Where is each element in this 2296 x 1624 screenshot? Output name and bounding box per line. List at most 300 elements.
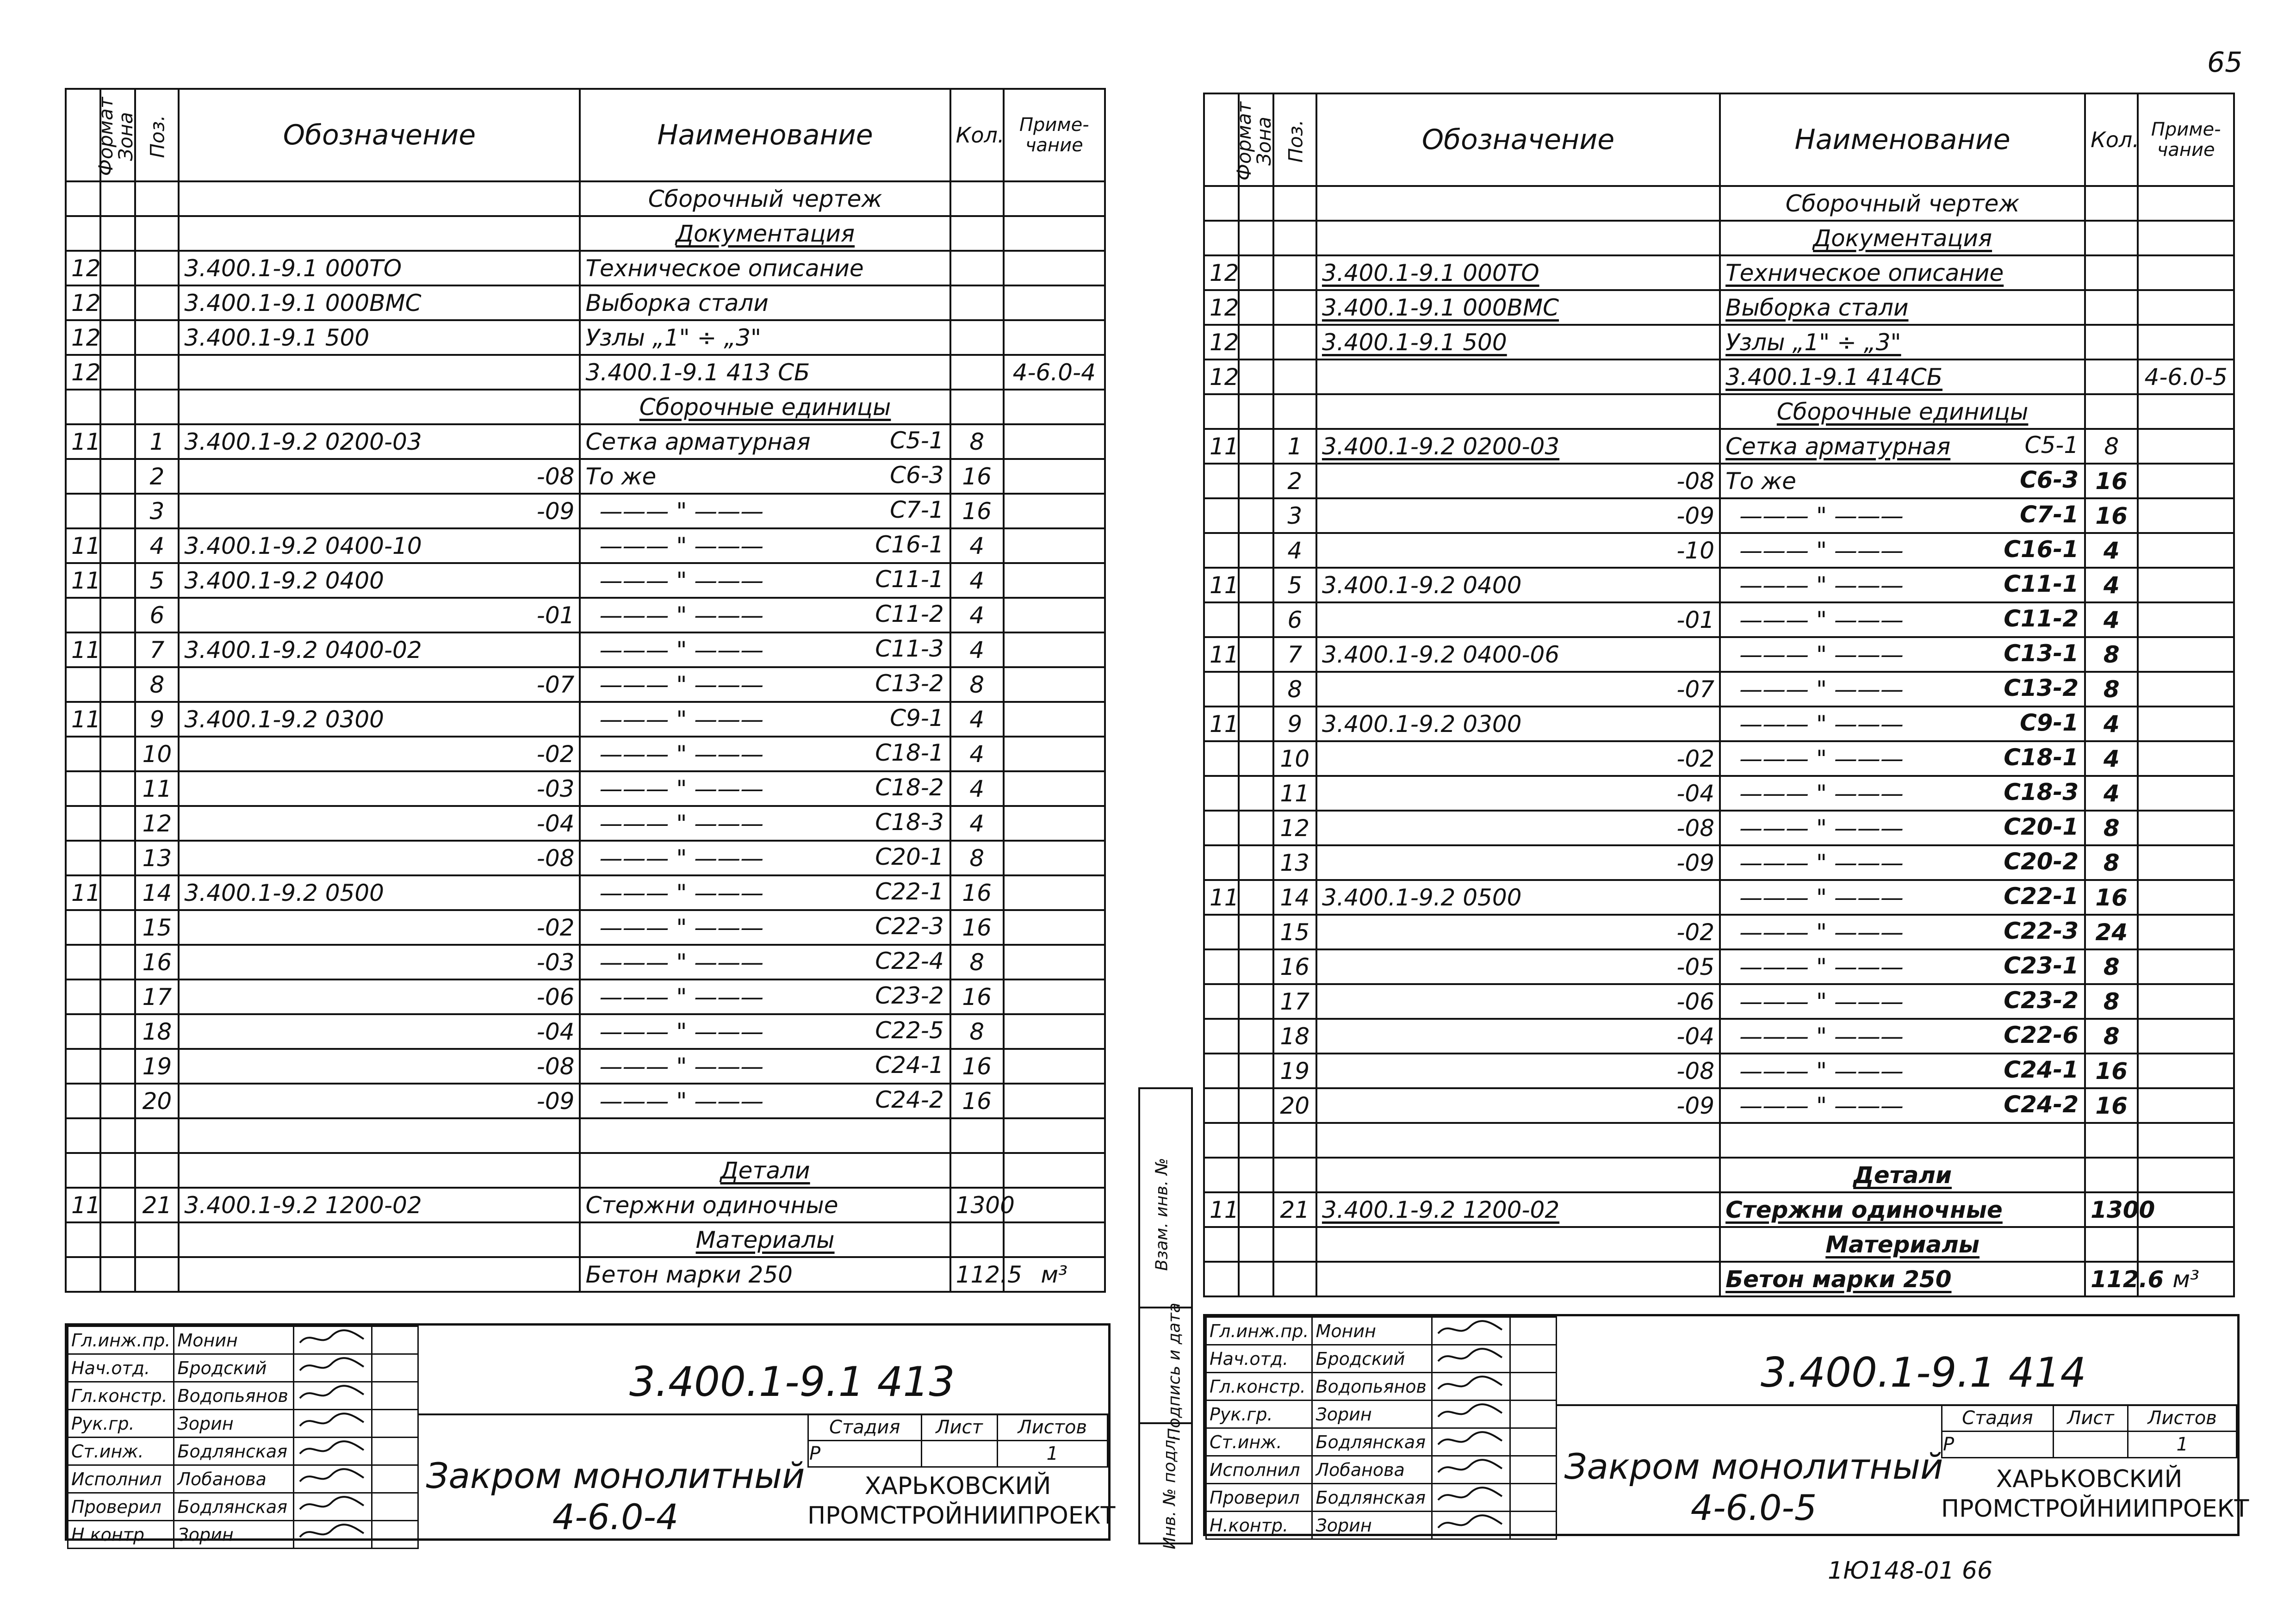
- signature-mark: [294, 1354, 372, 1382]
- row-mark: С11-3: [875, 635, 944, 662]
- row-designation: -09: [1316, 845, 1720, 880]
- row-name: [580, 1084, 950, 1118]
- row-name-text: ——— " ———: [599, 1087, 764, 1115]
- row-name: [580, 251, 950, 285]
- spec-row: [66, 1222, 1105, 1257]
- row-name: [1720, 880, 2085, 915]
- stage-value: Р: [1942, 1432, 2054, 1458]
- row-qty: 16: [2085, 498, 2138, 533]
- row-note: [1004, 1084, 1105, 1118]
- row-designation: -09: [1316, 1088, 1720, 1123]
- row-qty: [2085, 360, 2138, 394]
- row-designation: [179, 390, 580, 424]
- row-name: [1720, 533, 2085, 568]
- spec-sheet-right: [1203, 93, 2249, 1536]
- row-note: [2138, 1227, 2234, 1262]
- row-qty: [2085, 1227, 2138, 1262]
- row-name-text: Узлы „1" ÷ „3": [1725, 329, 1901, 356]
- row-qty: 1300: [2085, 1192, 2138, 1227]
- row-pos: 8: [1273, 672, 1316, 707]
- spec-row: [66, 702, 1105, 737]
- row-qty: 4: [950, 702, 1004, 737]
- row-name: [580, 320, 950, 355]
- row-qty: 8: [2085, 429, 2138, 464]
- handwritten-signature-icon: [1435, 1401, 1505, 1423]
- row-pos: [1273, 290, 1316, 325]
- row-note: м³: [1004, 1257, 1105, 1292]
- row-format: [1204, 845, 1239, 880]
- spec-row: [1204, 707, 2234, 741]
- spec-row: [1204, 325, 2234, 360]
- row-designation: [1316, 1158, 1720, 1192]
- row-mark: С7-1: [890, 496, 944, 523]
- row-zone: [100, 1014, 135, 1049]
- row-mark: С11-2: [2004, 605, 2079, 632]
- signature-row: [68, 1493, 418, 1521]
- strip-inv-label: Инв. № подл.: [1160, 1434, 1179, 1550]
- signature-mark: [1432, 1345, 1510, 1373]
- row-qty: [2085, 1158, 2138, 1192]
- header-zone: Зона: [1239, 93, 1273, 186]
- spec-row: [1204, 464, 2234, 498]
- row-format: [66, 979, 100, 1014]
- signature-role: Исполнил: [1206, 1456, 1312, 1484]
- row-name: [1720, 290, 2085, 325]
- date-cell: [1510, 1373, 1557, 1401]
- row-designation: -10: [1316, 533, 1720, 568]
- spec-row: [66, 251, 1105, 285]
- date-cell: [1510, 1456, 1557, 1484]
- row-name-text: Сборочный чертеж: [648, 185, 882, 212]
- row-designation: [1316, 1123, 1720, 1158]
- signature-mark: [294, 1438, 372, 1465]
- row-zone: [1239, 1227, 1273, 1262]
- row-note: 4-6.0-4: [1004, 355, 1105, 390]
- row-note: [1004, 424, 1105, 459]
- org-line2: ПРОМСТРОЙНИИПРОЕКТ: [807, 1502, 1116, 1530]
- row-designation: -08: [179, 841, 580, 875]
- row-name-text: ——— " ———: [599, 879, 764, 906]
- row-zone: [1239, 672, 1273, 707]
- signature-role: Рук.гр.: [1206, 1401, 1312, 1428]
- spec-row: [66, 945, 1105, 979]
- row-designation: 3.400.1-9.2 0400-02: [179, 632, 580, 667]
- row-designation: -05: [1316, 949, 1720, 984]
- row-name-text: ——— " ———: [599, 636, 764, 663]
- signature-mark: [294, 1521, 372, 1549]
- row-name: [1720, 186, 2085, 221]
- spec-row: [66, 285, 1105, 320]
- row-zone: [100, 841, 135, 875]
- row-designation: -06: [1316, 984, 1720, 1019]
- row-note: [2138, 1054, 2234, 1088]
- row-format: [1204, 1227, 1239, 1262]
- row-name-text: ——— " ———: [599, 567, 764, 594]
- row-format: [1204, 1158, 1239, 1192]
- row-note: [2138, 776, 2234, 811]
- row-note: [1004, 1118, 1105, 1153]
- row-qty: 4: [950, 528, 1004, 563]
- row-zone: [1239, 221, 1273, 255]
- signature-person: Монин: [174, 1326, 294, 1354]
- row-qty: [950, 355, 1004, 390]
- row-format: [1204, 1123, 1239, 1158]
- row-name-text: Детали: [720, 1157, 810, 1184]
- header-note: Приме-чание: [2138, 93, 2234, 186]
- spec-row: [1204, 1054, 2234, 1088]
- row-note: [2138, 186, 2234, 221]
- row-format: 11: [1204, 568, 1239, 602]
- row-qty: 4: [2085, 602, 2138, 637]
- row-name-text: Выборка стали: [1725, 294, 1909, 321]
- row-name: [1720, 1227, 2085, 1262]
- row-qty: 16: [2085, 880, 2138, 915]
- row-mark: С13-1: [2004, 640, 2079, 667]
- row-format: [1204, 811, 1239, 845]
- row-designation: 3.400.1-9.1 000ТО: [1316, 255, 1720, 290]
- row-format: [66, 598, 100, 632]
- row-note: [1004, 216, 1105, 251]
- date-cell: [372, 1382, 418, 1410]
- row-qty: 4: [2085, 776, 2138, 811]
- row-name-text: Бетон марки 250: [1725, 1265, 1952, 1293]
- row-qty: [2085, 255, 2138, 290]
- row-mark: С13-2: [875, 670, 944, 697]
- row-name-text: ——— " ———: [599, 1018, 764, 1045]
- row-format: [66, 1084, 100, 1118]
- row-note: [1004, 875, 1105, 910]
- row-name-text: ——— " ———: [599, 844, 764, 872]
- row-zone: [1239, 811, 1273, 845]
- row-qty: 4: [950, 771, 1004, 806]
- handwritten-signature-icon: [297, 1494, 366, 1516]
- row-designation: 3.400.1-9.1 000ВМС: [1316, 290, 1720, 325]
- row-pos: [135, 181, 179, 216]
- spec-row: [1204, 949, 2234, 984]
- sheet-value: [921, 1441, 997, 1467]
- row-pos: 18: [1273, 1019, 1316, 1054]
- date-cell: [372, 1354, 418, 1382]
- row-name-text: Документация: [676, 220, 855, 247]
- approval-strip: [1138, 1087, 1193, 1550]
- handwritten-signature-icon: [1435, 1457, 1505, 1479]
- organization: [807, 1471, 1116, 1531]
- row-name-text: То же: [1725, 467, 1796, 495]
- signature-role: Гл.констр.: [68, 1382, 174, 1410]
- row-designation: [1316, 221, 1720, 255]
- spec-row: [1204, 221, 2234, 255]
- row-name: [1720, 741, 2085, 776]
- signature-row: [1206, 1345, 1557, 1373]
- row-pos: 4: [135, 528, 179, 563]
- signature-person: Лобанова: [1312, 1456, 1432, 1484]
- row-qty: [950, 1222, 1004, 1257]
- row-note: [1004, 320, 1105, 355]
- row-designation: 3.400.1-9.2 0300: [179, 702, 580, 737]
- row-mark: С5-1: [890, 427, 944, 454]
- row-name: [580, 875, 950, 910]
- row-zone: [100, 459, 135, 494]
- row-note: [2138, 602, 2234, 637]
- spec-row: [1204, 811, 2234, 845]
- row-note: [2138, 1123, 2234, 1158]
- row-name: [1720, 707, 2085, 741]
- row-zone: [100, 737, 135, 771]
- row-name-text: Детали: [1853, 1161, 1952, 1189]
- handwritten-signature-icon: [1435, 1373, 1505, 1395]
- spec-row: [1204, 498, 2234, 533]
- signature-person: Водопьянов: [1312, 1373, 1432, 1401]
- row-name: [580, 1153, 950, 1188]
- row-note: [2138, 533, 2234, 568]
- row-name: [580, 841, 950, 875]
- row-note: [2138, 637, 2234, 672]
- row-designation: -02: [179, 910, 580, 945]
- row-pos: [135, 1153, 179, 1188]
- row-format: 11: [66, 424, 100, 459]
- row-name: [1720, 984, 2085, 1019]
- sheets-label: Листов: [997, 1414, 1107, 1441]
- row-name: [1720, 464, 2085, 498]
- row-qty: 1300: [950, 1188, 1004, 1222]
- signature-row: [68, 1410, 418, 1438]
- row-format: 11: [1204, 880, 1239, 915]
- row-designation: -01: [179, 598, 580, 632]
- row-format: 12: [66, 285, 100, 320]
- row-pos: 15: [135, 910, 179, 945]
- row-name-text: ——— " ———: [1739, 849, 1904, 876]
- spec-row: [66, 632, 1105, 667]
- row-name: [1720, 1192, 2085, 1227]
- row-name: [1720, 1158, 2085, 1192]
- row-pos: [135, 1118, 179, 1153]
- row-note: [1004, 1222, 1105, 1257]
- row-mark: С23-1: [2004, 952, 2079, 979]
- row-designation: -01: [1316, 602, 1720, 637]
- row-pos: 17: [135, 979, 179, 1014]
- row-qty: 8: [2085, 672, 2138, 707]
- row-name: [580, 910, 950, 945]
- row-note: [2138, 221, 2234, 255]
- row-note: [2138, 394, 2234, 429]
- row-designation: 3.400.1-9.1 500: [179, 320, 580, 355]
- row-mark: С11-1: [2004, 570, 2079, 597]
- row-pos: [1273, 186, 1316, 221]
- signature-mark: [1432, 1456, 1510, 1484]
- row-format: [1204, 1262, 1239, 1296]
- row-qty: 4: [950, 563, 1004, 598]
- row-name: [1720, 360, 2085, 394]
- signature-person: Бодлянская: [174, 1438, 294, 1465]
- row-name-text: ——— " ———: [599, 706, 764, 733]
- spec-row: [1204, 776, 2234, 811]
- row-qty: 4: [950, 737, 1004, 771]
- row-designation: 3.400.1-9.2 0200-03: [179, 424, 580, 459]
- row-mark: С13-2: [2004, 675, 2079, 701]
- header-row: [66, 89, 1105, 181]
- row-qty: [2085, 394, 2138, 429]
- row-pos: 9: [1273, 707, 1316, 741]
- row-zone: [100, 598, 135, 632]
- row-pos: 14: [1273, 880, 1316, 915]
- row-name: [1720, 498, 2085, 533]
- organization: [1941, 1464, 2249, 1524]
- row-mark: С18-3: [2004, 779, 2079, 806]
- row-pos: 11: [135, 771, 179, 806]
- row-designation: 3.400.1-9.2 0500: [1316, 880, 1720, 915]
- row-mark: С6-3: [890, 462, 944, 489]
- row-format: [1204, 1019, 1239, 1054]
- signature-role: Гл.инж.пр.: [1206, 1317, 1312, 1345]
- row-name: [1720, 221, 2085, 255]
- header-designation: Обозначение: [1316, 93, 1720, 186]
- row-name: [1720, 672, 2085, 707]
- row-pos: 20: [1273, 1088, 1316, 1123]
- row-zone: [1239, 602, 1273, 637]
- row-designation: 3.400.1-9.2 0200-03: [1316, 429, 1720, 464]
- row-designation: [1316, 1262, 1720, 1296]
- row-qty: [950, 1153, 1004, 1188]
- signature-row: [1206, 1512, 1557, 1539]
- row-designation: 3.400.1-9.2 0400-06: [1316, 637, 1720, 672]
- row-pos: [1273, 1158, 1316, 1192]
- row-zone: [1239, 325, 1273, 360]
- row-zone: [1239, 1019, 1273, 1054]
- row-qty: 16: [950, 979, 1004, 1014]
- header-qty: Кол.: [950, 89, 1004, 181]
- row-qty: 8: [2085, 949, 2138, 984]
- signature-mark: [1432, 1317, 1510, 1345]
- org-line1: ХАРЬКОВСКИЙ: [1996, 1465, 2183, 1493]
- row-mark: С18-2: [875, 774, 944, 801]
- row-mark: С9-1: [890, 705, 944, 731]
- row-name-text: ——— " ———: [1739, 988, 1904, 1015]
- row-format: 12: [1204, 290, 1239, 325]
- sheets-value: 1: [2128, 1432, 2237, 1458]
- spec-table-right: [1203, 93, 2235, 1297]
- header-format: Формат: [66, 89, 100, 181]
- row-pos: 21: [1273, 1192, 1316, 1227]
- signature-role: Проверил: [68, 1493, 174, 1521]
- row-designation: -07: [179, 667, 580, 702]
- date-cell: [1510, 1317, 1557, 1345]
- row-designation: [179, 216, 580, 251]
- header-zone: Зона: [100, 89, 135, 181]
- row-name: [580, 424, 950, 459]
- row-name: [580, 1222, 950, 1257]
- row-zone: [1239, 290, 1273, 325]
- stage-table: [807, 1413, 1108, 1468]
- row-pos: 16: [135, 945, 179, 979]
- row-designation: -09: [1316, 498, 1720, 533]
- row-note: [1004, 494, 1105, 528]
- date-cell: [1510, 1512, 1557, 1539]
- row-mark: С18-1: [2004, 744, 2079, 771]
- row-name-text: ——— " ———: [1739, 676, 1904, 703]
- date-cell: [1510, 1345, 1557, 1373]
- row-name-text: Сетка арматурная: [1725, 433, 1951, 460]
- row-zone: [1239, 1262, 1273, 1296]
- sheets-label: Листов: [2128, 1405, 2237, 1432]
- spec-row: [66, 216, 1105, 251]
- row-pos: [135, 390, 179, 424]
- row-name: [1720, 1019, 2085, 1054]
- header-row: [1204, 93, 2234, 186]
- row-name-text: ——— " ———: [1739, 710, 1904, 738]
- row-designation: [1316, 360, 1720, 394]
- row-name: [1720, 811, 2085, 845]
- row-name: [580, 1118, 950, 1153]
- row-name: [580, 1257, 950, 1292]
- row-pos: [135, 251, 179, 285]
- spec-table-left: [65, 88, 1106, 1293]
- row-name: [580, 945, 950, 979]
- row-name-text: Материалы: [695, 1226, 835, 1253]
- spec-row: [1204, 360, 2234, 394]
- row-mark: С7-1: [2020, 501, 2079, 528]
- spec-row: [66, 459, 1105, 494]
- signature-mark: [1432, 1373, 1510, 1401]
- row-name-text: ——— " ———: [1739, 606, 1904, 633]
- row-format: [66, 910, 100, 945]
- row-note: [2138, 984, 2234, 1019]
- row-qty: 16: [950, 459, 1004, 494]
- row-pos: 16: [1273, 949, 1316, 984]
- row-designation: 3.400.1-9.2 0400: [179, 563, 580, 598]
- row-mark: С6-3: [2020, 466, 2079, 493]
- row-format: 12: [66, 355, 100, 390]
- row-zone: [100, 1049, 135, 1084]
- row-name-text: ——— " ———: [1739, 571, 1904, 599]
- row-zone: [100, 285, 135, 320]
- row-designation: 3.400.1-9.2 0500: [179, 875, 580, 910]
- row-qty: [2085, 186, 2138, 221]
- row-zone: [1239, 1192, 1273, 1227]
- row-name-text: Узлы „1" ÷ „3": [585, 324, 761, 351]
- row-pos: 5: [135, 563, 179, 598]
- signature-role: Нач.отд.: [1206, 1345, 1312, 1373]
- row-qty: 4: [2085, 533, 2138, 568]
- row-name: [1720, 394, 2085, 429]
- row-format: 11: [66, 1188, 100, 1222]
- row-name: [580, 1188, 950, 1222]
- sheet-label: Лист: [2053, 1405, 2128, 1432]
- signature-mark: [294, 1465, 372, 1493]
- row-pos: [135, 285, 179, 320]
- row-name: [580, 459, 950, 494]
- row-format: [1204, 1054, 1239, 1088]
- spec-row: [66, 390, 1105, 424]
- row-note: [1004, 181, 1105, 216]
- row-qty: [950, 181, 1004, 216]
- sheets-value: 1: [997, 1441, 1107, 1467]
- signature-row: [68, 1438, 418, 1465]
- row-format: [1204, 394, 1239, 429]
- row-name: [580, 632, 950, 667]
- row-name-text: Техническое описание: [585, 254, 864, 282]
- row-qty: 8: [950, 424, 1004, 459]
- row-zone: [1239, 429, 1273, 464]
- row-zone: [1239, 984, 1273, 1019]
- row-designation: [179, 181, 580, 216]
- row-format: [66, 737, 100, 771]
- row-format: [66, 1014, 100, 1049]
- row-format: 11: [66, 875, 100, 910]
- row-format: [66, 1049, 100, 1084]
- row-name-text: ——— " ———: [1739, 953, 1904, 980]
- spec-row: [66, 424, 1105, 459]
- row-qty: 16: [950, 494, 1004, 528]
